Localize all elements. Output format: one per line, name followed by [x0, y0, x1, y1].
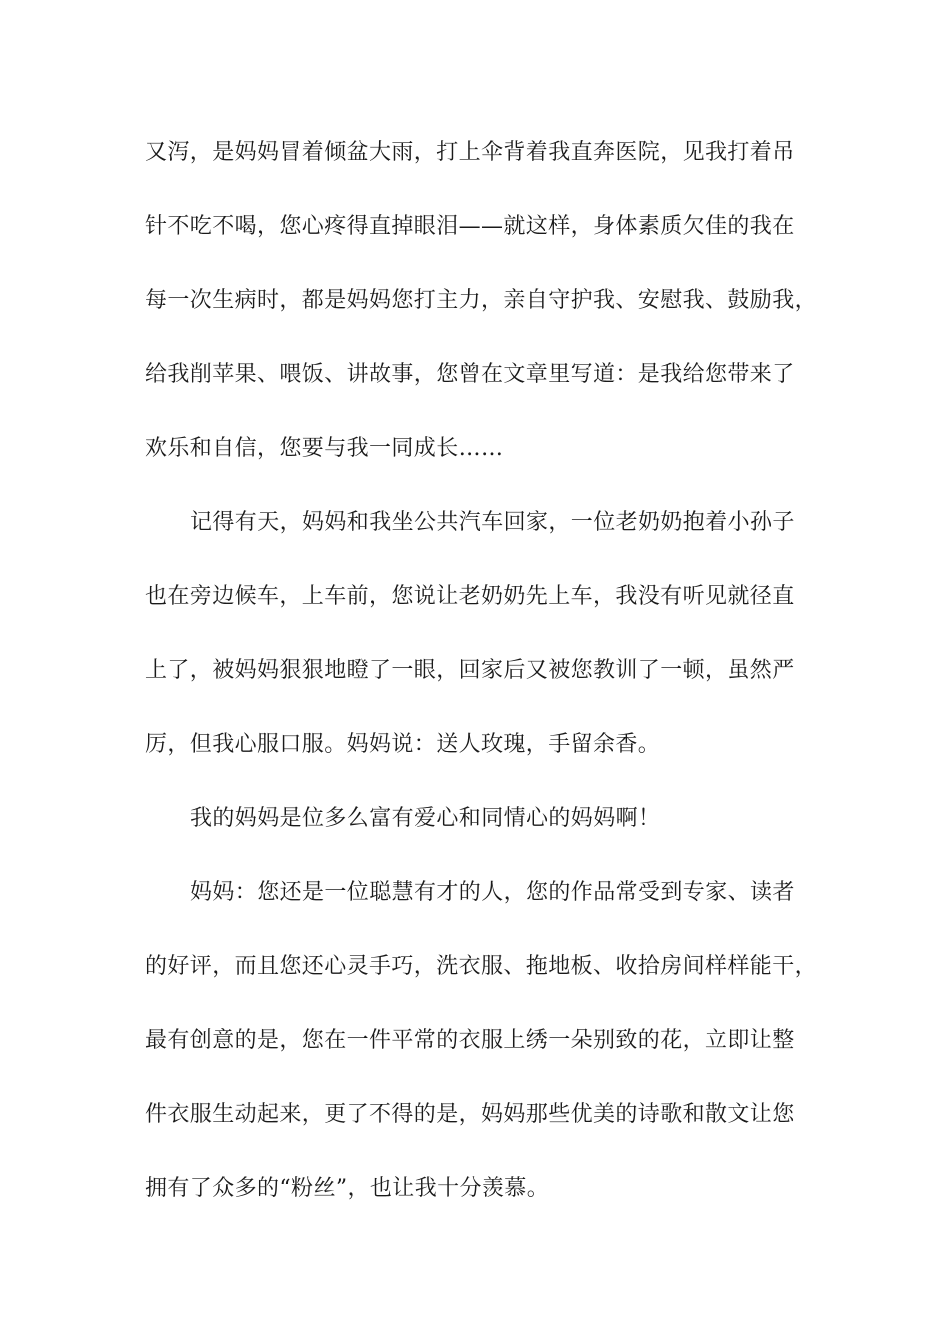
- text-line: 又泻，是妈妈冒着倾盆大雨，打上伞背着我直奔医院，见我打着吊: [145, 140, 795, 165]
- text-line: 也在旁边候车，上车前，您说让老奶奶先上车，我没有听见就径直: [145, 584, 795, 609]
- text-line: 最有创意的是，您在一件平常的衣服上绣一朵别致的花，立即让整: [145, 1028, 795, 1053]
- paragraph-start-line: 记得有天，妈妈和我坐公共汽车回家，一位老奶奶抱着小孙子: [190, 510, 795, 535]
- text-line: 上了，被妈妈狠狠地瞪了一眼，回家后又被您教训了一顿，虽然严: [145, 658, 795, 683]
- text-line: 件衣服生动起来，更了不得的是，妈妈那些优美的诗歌和散文让您: [145, 1102, 795, 1127]
- text-line: 的好评，而且您还心灵手巧，洗衣服、拖地板、收拾房间样样能干，: [145, 954, 818, 979]
- text-line: 厉，但我心服口服。妈妈说：送人玫瑰，手留余香。: [145, 732, 661, 757]
- text-line: 给我削苹果、喂饭、讲故事，您曾在文章里写道：是我给您带来了: [145, 362, 795, 387]
- text-line: 欢乐和自信，您要与我一同成长……: [145, 436, 504, 461]
- text-line: 拥有了众多的“粉丝”，也让我十分羡慕。: [145, 1176, 550, 1201]
- text-line: 针不吃不喝，您心疼得直掉眼泪——就这样，身体素质欠佳的我在: [145, 214, 795, 239]
- text-line: 每一次生病时，都是妈妈您打主力，亲自守护我、安慰我、鼓励我，: [145, 288, 818, 313]
- document-body: [145, 134, 825, 1244]
- paragraph-start-line: 我的妈妈是位多么富有爱心和同情心的妈妈啊！: [190, 806, 661, 831]
- paragraph-start-line: 妈妈：您还是一位聪慧有才的人，您的作品常受到专家、读者: [190, 880, 795, 905]
